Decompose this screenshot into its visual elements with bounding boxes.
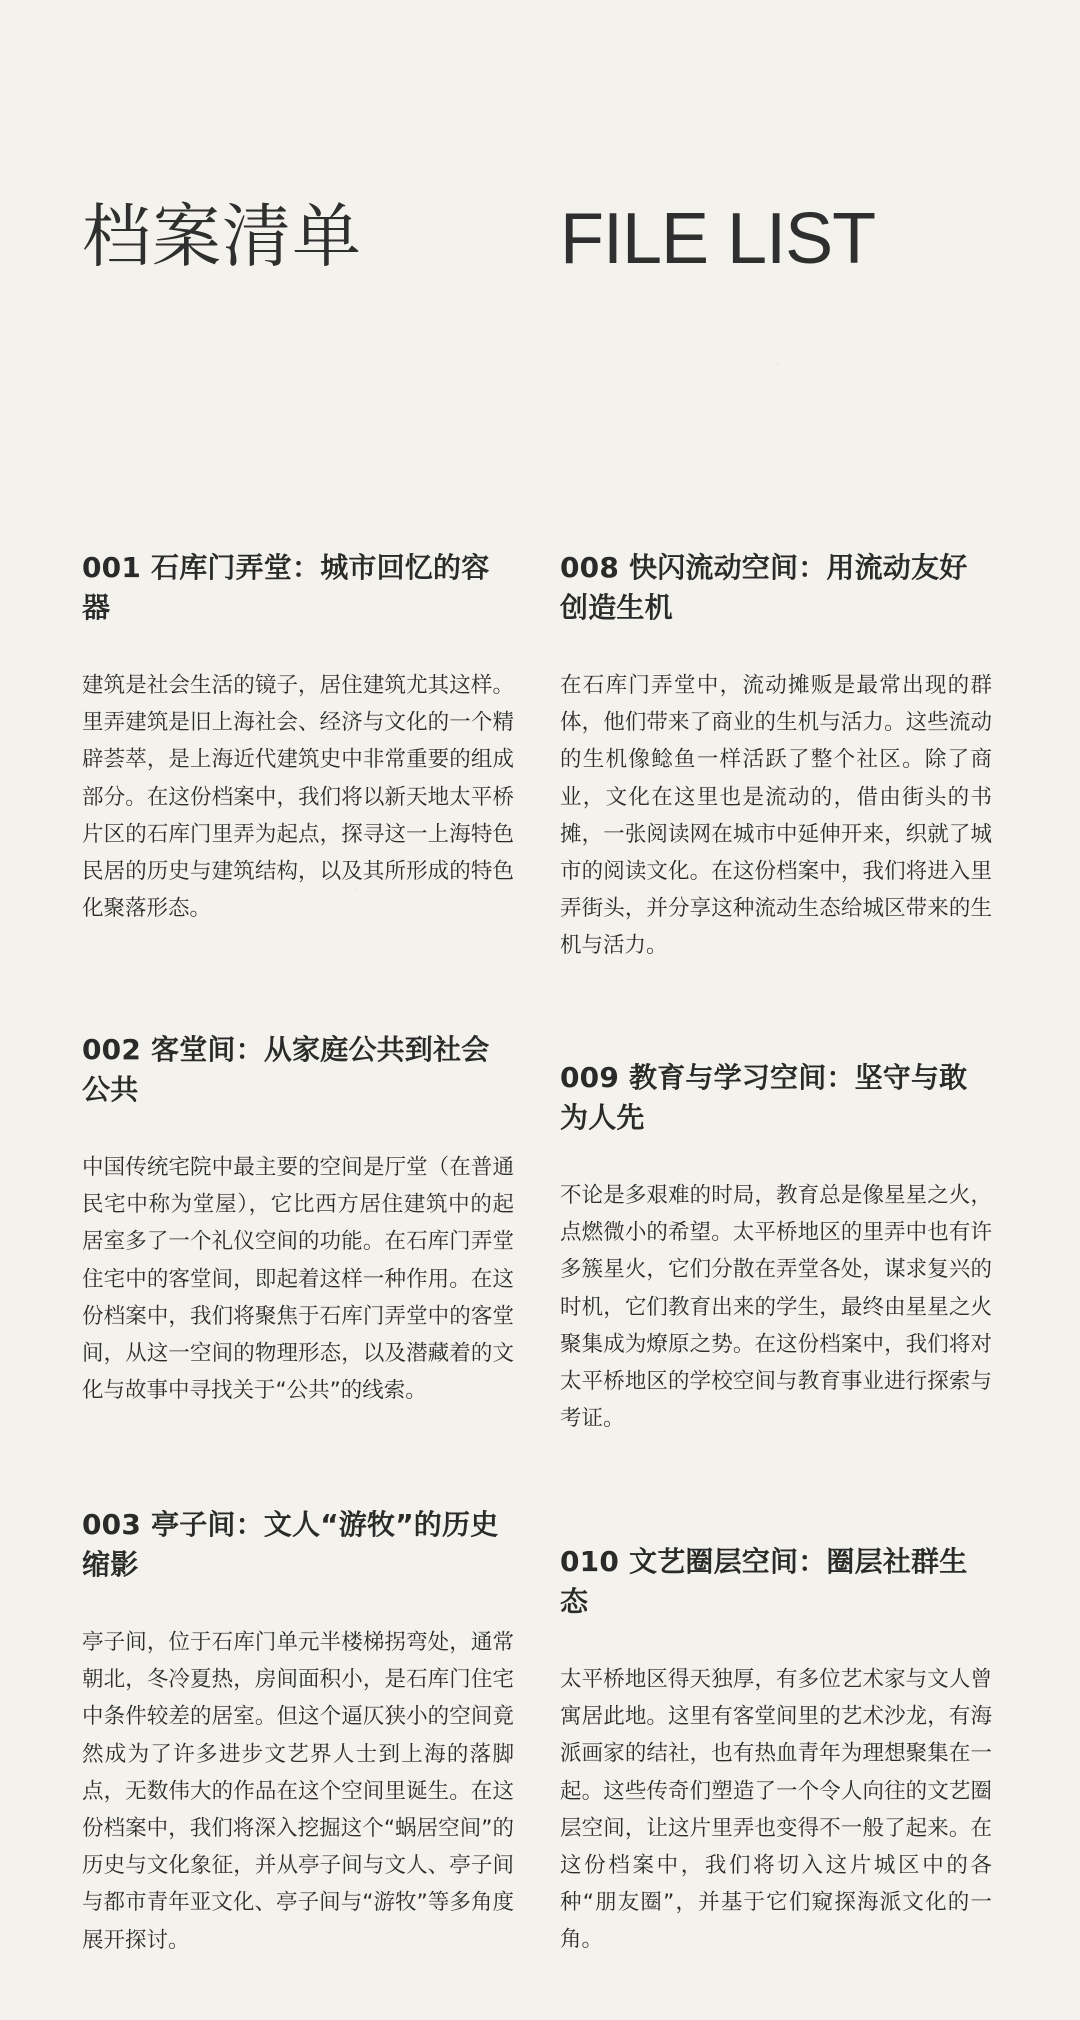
file-entry-title: 008 快闪流动空间：用流动友好创造生机: [560, 551, 968, 624]
file-entry-title: 010 文艺圈层空间：圈层社群生态: [560, 1545, 968, 1618]
file-entry-title: 002 客堂间：从家庭公共到社会公共: [82, 1033, 490, 1106]
file-entry-description: 亭子间，位于石库门单元半楼梯拐弯处，通常朝北，冬冷夏热，房间面积小，是石库门住宅中条件较差的居室。但这个逼仄狭小的空间竟然成为了许多进步文艺界人士到上海的落脚点，无数伟大的作品在这个空间里诞生。在这份档案中，我们将深入挖掘这个“蜗居空间”的历史与文化象征，并从亭子间与文人、亭子间与都市青年亚文化、亭子间与“游牧”等多角度展开探讨。: [82, 1630, 514, 1953]
file-entry-description: 在石库门弄堂中，流动摊贩是最常出现的群体，他们带来了商业的生机与活力。这些流动的生机像鲶鱼一样活跃了整个社区。除了商业，文化在这里也是流动的，借由街头的书摊，一张阅读网在城市中延伸开来，织就了城市的阅读文化。在这份档案中，我们将进入里弄街头，并分享这种流动生态给城区带来的生机与活力。: [560, 673, 992, 959]
page-title-chinese: 档案清单: [82, 197, 362, 277]
file-entry-002: [82, 1030, 514, 1409]
file-entry-title: 009 教育与学习空间：坚守与敢为人先: [560, 1061, 968, 1134]
file-entry-001: [82, 548, 514, 927]
file-entry-008: [560, 548, 992, 965]
file-entry-009: [560, 1058, 992, 1437]
file-entry-description: 中国传统宅院中最主要的空间是厅堂（在普通民宅中称为堂屋），它比西方居住建筑中的起居室多了一个礼仪空间的功能。在石库门弄堂住宅中的客堂间，即起着这样一种作用。在这份档案中，我们将聚焦于石库门弄堂中的客堂间，从这一空间的物理形态，以及潜藏着的文化与故事中寻找关于“公共”的线索。: [82, 1155, 514, 1404]
page-title-english: FILE LIST: [560, 199, 876, 279]
file-entry-003: [82, 1505, 514, 1959]
file-entry-description: 不论是多艰难的时局，教育总是像星星之火，点燃微小的希望。太平桥地区的里弄中也有许多簇星火，它们分散在弄堂各处，谋求复兴的时机，它们教育出来的学生，最终由星星之火聚集成为燎原之势。在这份档案中，我们将对太平桥地区的学校空间与教育事业进行探索与考证。: [560, 1183, 992, 1432]
file-entry-description: 建筑是社会生活的镜子，居住建筑尤其这样。里弄建筑是旧上海社会、经济与文化的一个精辟荟萃，是上海近代建筑史中非常重要的组成部分。在这份档案中，我们将以新天地太平桥片区的石库门里弄为起点，探寻这一上海特色民居的历史与建筑结构，以及其所形成的特色化聚落形态。: [82, 673, 514, 922]
file-entry-title: 001 石库门弄堂：城市回忆的容器: [82, 551, 490, 624]
file-entry-title: 003 亭子间：文人“游牧”的历史缩影: [82, 1508, 499, 1581]
file-entry-description: 太平桥地区得天独厚，有多位艺术家与文人曾寓居此地。这里有客堂间里的艺术沙龙，有海派画家的结社，也有热血青年为理想聚集在一起。这些传奇们塑造了一个令人向往的文艺圈层空间，让这片里弄也变得不一般了起来。在这份档案中，我们将切入这片城区中的各种“朋友圈”，并基于它们窥探海派文化的一角。: [560, 1667, 992, 1953]
file-entry-010: [560, 1542, 992, 1959]
